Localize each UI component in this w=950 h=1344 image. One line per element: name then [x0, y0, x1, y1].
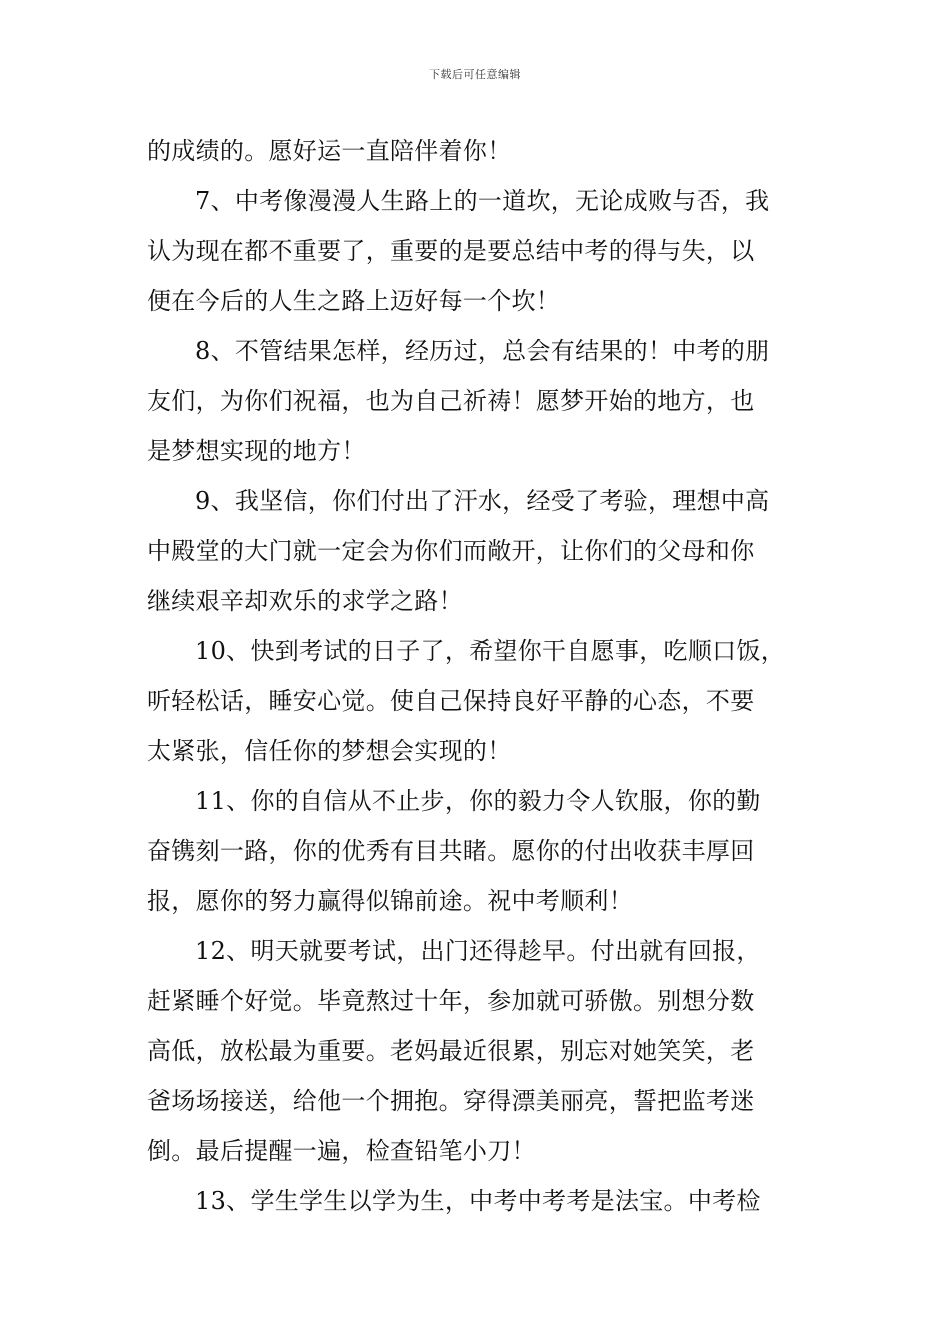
paragraph-line: 认为现在都不重要了，重要的是要总结中考的得与失，以 — [147, 237, 755, 265]
paragraph-line: 友们，为你们祝福，也为自己祈祷！愿梦开始的地方，也 — [147, 387, 755, 415]
paragraph-first-line: 7、中考像漫漫人生路上的一道坎，无论成败与否，我 — [195, 187, 770, 215]
paragraph-line: 中殿堂的大门就一定会为你们而敞开，让你们的父母和你 — [147, 537, 755, 565]
paragraph-first-line: 13、学生学生以学为生，中考中考考是法宝。中考检 — [195, 1187, 761, 1215]
paragraph-line: 报，愿你的努力赢得似锦前途。祝中考顺利！ — [147, 887, 633, 915]
paragraph-first-line: 11、你的自信从不止步，你的毅力令人钦服，你的勤 — [195, 787, 761, 815]
paragraph-line: 赶紧睡个好觉。毕竟熬过十年，参加就可骄傲。别想分数 — [147, 987, 755, 1015]
page-header: 下载后可任意编辑 — [429, 68, 521, 81]
paragraph-first-line: 8、不管结果怎样，经历过，总会有结果的！中考的朋 — [195, 337, 770, 365]
paragraph-line: 倒。最后提醒一遍，检查铅笔小刀！ — [147, 1137, 536, 1165]
paragraph-first-line: 12、明天就要考试，出门还得趁早。付出就有回报， — [195, 937, 761, 965]
paragraph-line: 太紧张，信任你的梦想会实现的！ — [147, 737, 512, 765]
paragraph-line: 继续艰辛却欢乐的求学之路！ — [147, 587, 463, 615]
paragraph-first-line: 9、我坚信，你们付出了汗水，经受了考验，理想中高 — [195, 487, 770, 515]
paragraph-line: 高低，放松最为重要。老妈最近很累，别忘对她笑笑，老 — [147, 1037, 755, 1065]
paragraph-line: 便在今后的人生之路上迈好每一个坎！ — [147, 287, 561, 315]
paragraph-line: 是梦想实现的地方！ — [147, 437, 366, 465]
paragraph-first-line: 10、快到考试的日子了，希望你干自愿事，吃顺口饭， — [195, 637, 786, 665]
paragraph-line: 的成绩的。愿好运一直陪伴着你！ — [147, 137, 512, 165]
paragraph-line: 爸场场接送，给他一个拥抱。穿得漂美丽亮，誓把监考迷 — [147, 1087, 755, 1115]
paragraph-line: 奋镌刻一路，你的优秀有目共睹。愿你的付出收获丰厚回 — [147, 837, 755, 865]
document-body — [147, 126, 812, 1226]
paragraph-line: 听轻松话，睡安心觉。使自己保持良好平静的心态，不要 — [147, 687, 755, 715]
